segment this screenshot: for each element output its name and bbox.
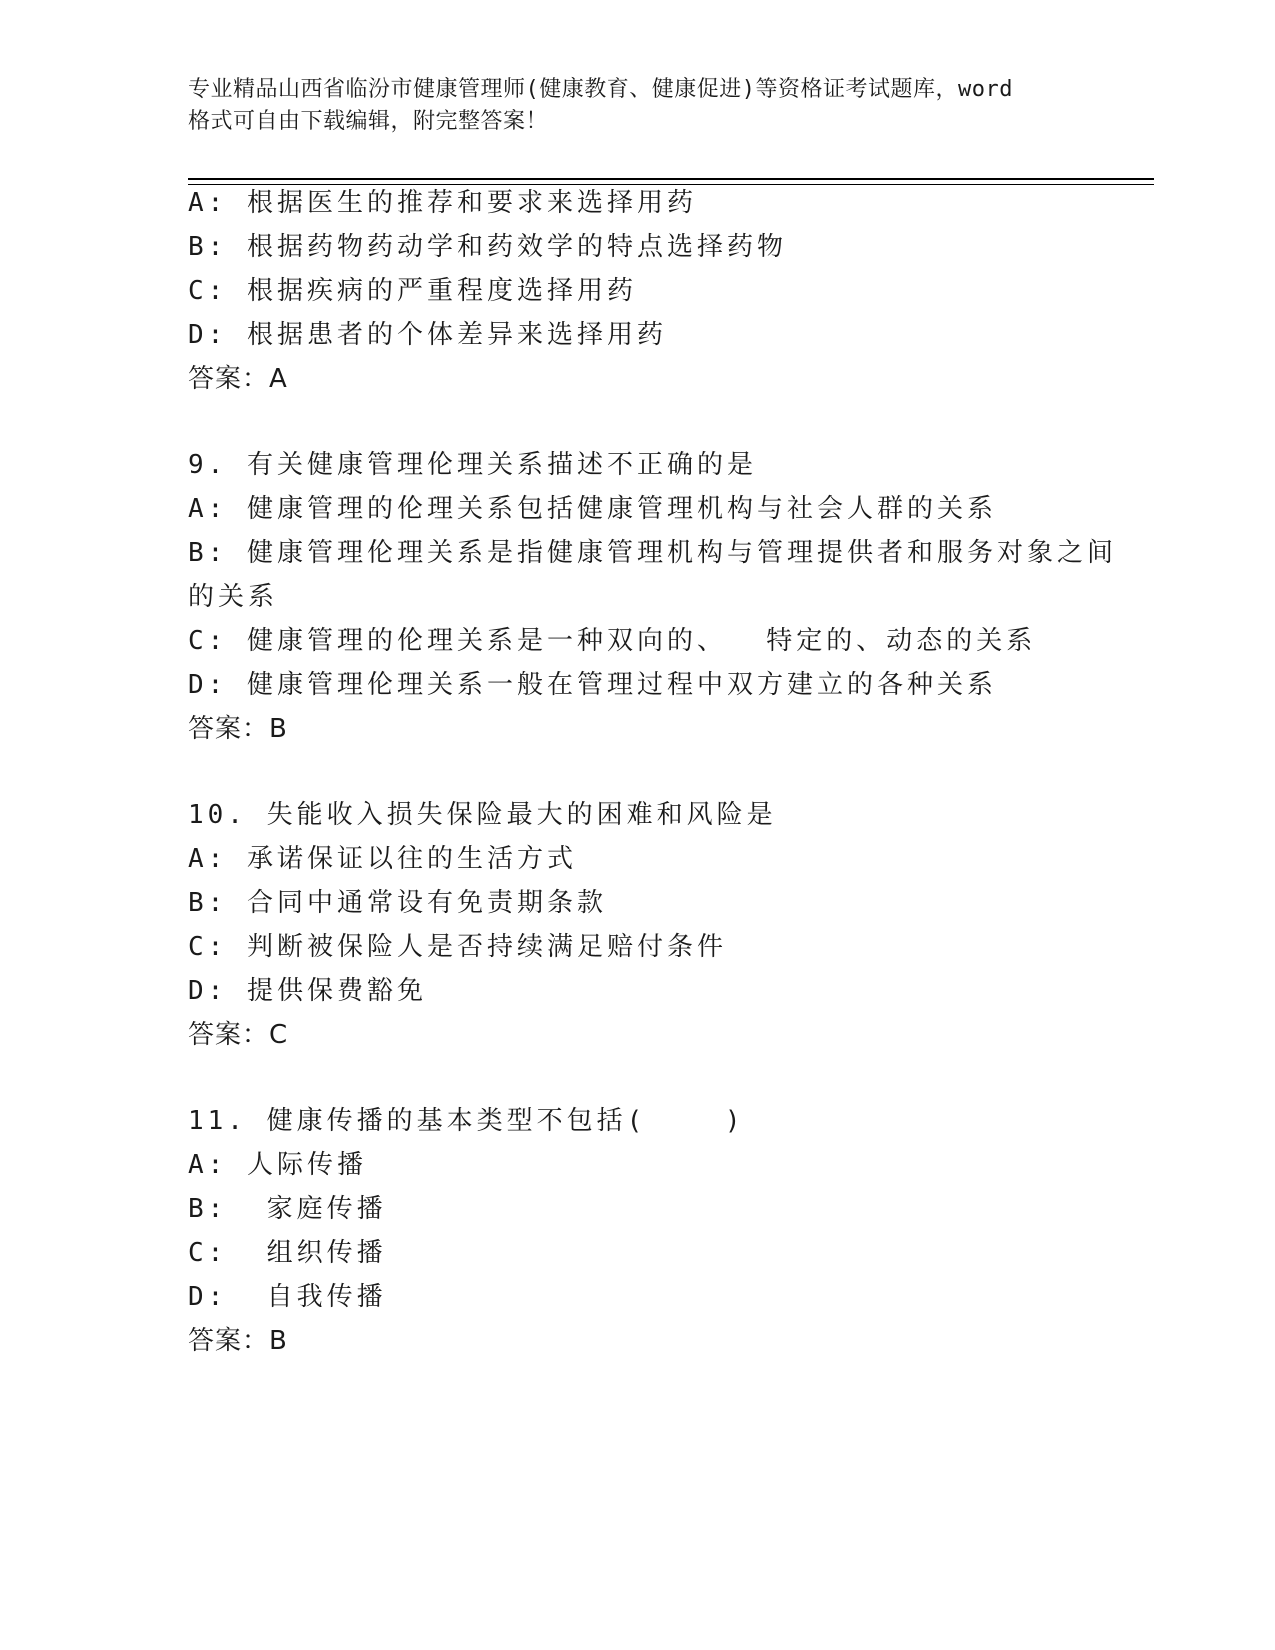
q11-option-c: C: 组织传播 (188, 1238, 387, 1268)
header-divider-thick (188, 178, 1154, 180)
q11-question: 11. 健康传播的基本类型不包括( ) (188, 1106, 745, 1136)
q9-answer: 答案：B (188, 714, 288, 744)
q8-option-b: B: 根据药物药动学和药效学的特点选择药物 (188, 232, 787, 262)
q11-option-d: D: 自我传播 (188, 1282, 387, 1312)
q9-option-b: B: 健康管理伦理关系是指健康管理机构与管理提供者和服务对象之间 (188, 538, 1117, 568)
q10-option-b: B: 合同中通常设有免责期条款 (188, 888, 607, 918)
q10-option-c: C: 判断被保险人是否持续满足赔付条件 (188, 932, 727, 962)
q10-option-a: A: 承诺保证以往的生活方式 (188, 844, 577, 874)
q11-option-a: A: 人际传播 (188, 1150, 367, 1180)
q10-answer: 答案：C (188, 1020, 289, 1050)
header-divider-thin (188, 184, 1154, 185)
header-line-1: 专业精品山西省临汾市健康管理师(健康教育、健康促进)等资格证考试题库，word (188, 77, 1013, 102)
header-line-2: 格式可自由下载编辑，附完整答案！ (188, 109, 549, 134)
q8-option-d: D: 根据患者的个体差异来选择用药 (188, 320, 667, 350)
q9-option-b-continued: 的关系 (188, 582, 279, 612)
q8-answer: 答案：A (188, 364, 288, 394)
document-header (188, 74, 1088, 138)
q11-option-b: B: 家庭传播 (188, 1194, 387, 1224)
q11-answer: 答案：B (188, 1326, 288, 1356)
q9-question: 9. 有关健康管理伦理关系描述不正确的是 (188, 450, 757, 480)
q9-option-c: C: 健康管理的伦理关系是一种双向的、 特定的、动态的关系 (188, 626, 1037, 656)
q9-option-d: D: 健康管理伦理关系一般在管理过程中双方建立的各种关系 (188, 670, 997, 700)
q9-option-a: A: 健康管理的伦理关系包括健康管理机构与社会人群的关系 (188, 494, 997, 524)
q8-option-c: C: 根据疾病的严重程度选择用药 (188, 276, 637, 306)
q10-option-d: D: 提供保费豁免 (188, 976, 427, 1006)
q8-option-a: A: 根据医生的推荐和要求来选择用药 (188, 188, 697, 218)
q10-question: 10. 失能收入损失保险最大的困难和风险是 (188, 800, 777, 830)
